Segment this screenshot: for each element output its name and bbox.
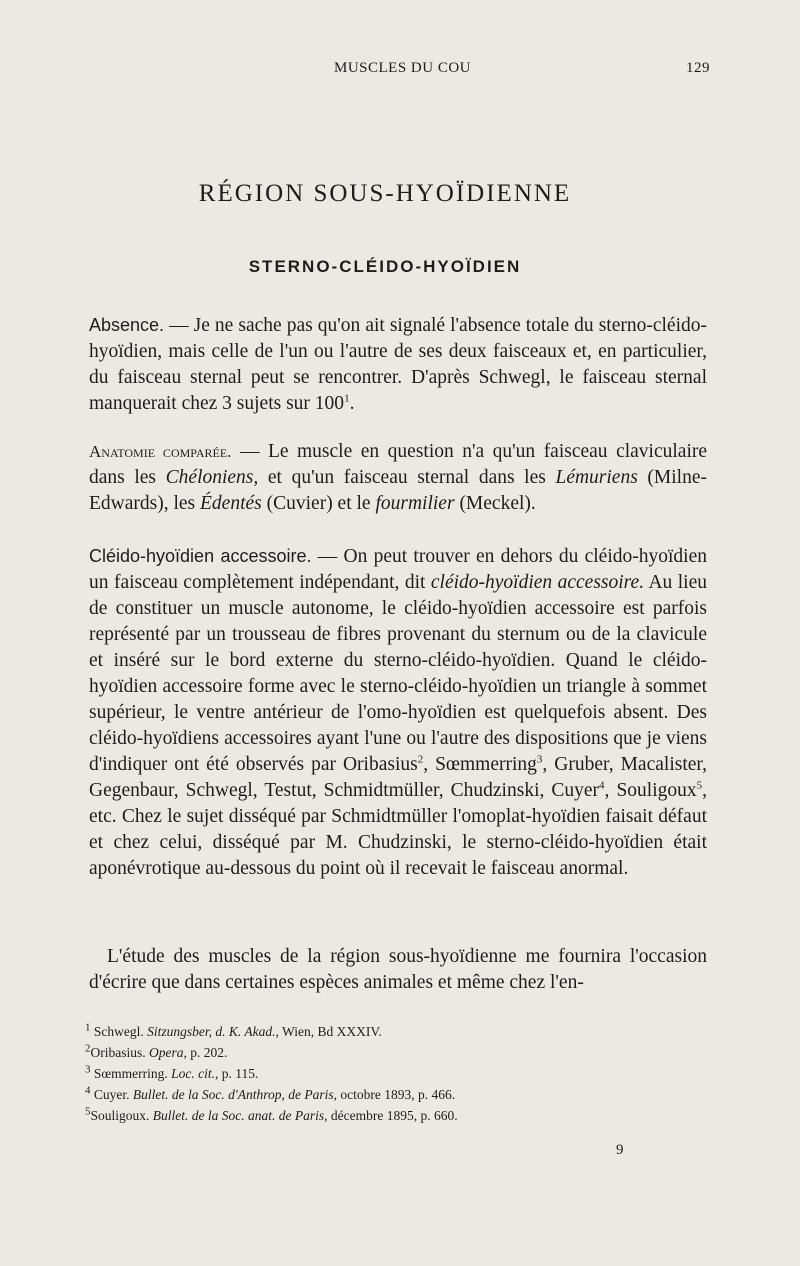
footnote-text: Schwegl. — [93, 1024, 148, 1039]
paragraph-text: et qu'un faisceau sternal dans les — [258, 467, 556, 488]
paragraph-text: Au lieu de constituer un muscle autonome, le cléido-hyoïdien accessoire est parfois représenté par un trousseau de fibres provenant du sternum ou de la clavicule et inséré sur le bord externe du sterno-cléido-hyoïdien. Quand le cléido-hyoïdien accessoire forme avec le sterno-cléido-hyoïdien un triangle à sommet supérieur, le ventre antérieur de l'omo-hyoïdien est quelquefois absent. Des cléido-hyoïdiens accessoires ayant l'une ou l'autre des dispositions que je viens d'indiquer ont été observés par Oribasius — [89, 572, 707, 775]
paragraph-text: L'étude des muscles de la région sous-hyoïdienne me fournira l'occasion d'écrire que dans certaines espèces animales et même chez l'en- — [89, 946, 707, 993]
footnote-ref: 3 — [536, 753, 543, 766]
paragraph-text: . — [349, 393, 355, 414]
page-number: 129 — [686, 60, 710, 76]
footnote-text: Oribasius. — [90, 1045, 149, 1060]
italic-term: Chéloniens, — [165, 467, 259, 488]
footnote-number: 5 — [85, 1105, 91, 1118]
paragraph-text: (Milne-Edwards), les — [89, 467, 707, 514]
footnote-text: Souligoux. — [90, 1108, 153, 1123]
paragraph-text: — Le muscle en question n'a qu'un faisceau claviculaire dans les — [89, 441, 708, 488]
running-head — [95, 60, 710, 82]
paragraph-text: , etc. Chez le sujet disséqué par Schmidtmüller l'omoplat-hyoïdien faisait défaut et chez celui, disséqué par M. Chudzinski, le sterno-cléido-hyoïdien était aponévrotique au-dessous du point où il recevait le faisceau anormal. — [89, 780, 707, 879]
footnote — [85, 1105, 645, 1126]
footnote-number: 1 — [85, 1021, 91, 1034]
footnote-italic: Sitzungsber, d. K. Akad., — [147, 1024, 279, 1039]
footnote-text: Cuyer. — [93, 1087, 133, 1102]
italic-term: Lémuriens — [555, 467, 638, 488]
italic-term: cléido-hyoïdien accessoire. — [430, 572, 645, 593]
paragraph-text: — On peut trouver en dehors du cléido-hyoïdien un faisceau complètement indépendant, dit — [89, 546, 707, 593]
paragraph-cleido-hyoidien-accessoire — [89, 543, 707, 882]
italic-term: fourmilier — [375, 493, 455, 514]
footnote-italic: Opera, — [149, 1045, 187, 1060]
footnote-text: Sœmmerring. — [93, 1066, 172, 1081]
footnote-italic: Loc. cit., — [171, 1066, 219, 1081]
running-title: MUSCLES DU COU — [333, 60, 472, 76]
footnote-ref: 4 — [599, 779, 605, 792]
paragraph-text: , Sœmmerring — [423, 754, 537, 775]
footnote-text: Wien, Bd XXXIV. — [278, 1024, 382, 1039]
paragraph-text: , Souligoux — [604, 780, 697, 801]
paragraph-text: , Gruber, Macalister, Gegenbaur, Schwegl, Testut, Schmidtmüller, Chudzinski, Cuyer — [89, 754, 707, 801]
footnote-ref: 2 — [417, 753, 424, 766]
subsection-title: STERNO-CLÉIDO-HYOÏDIEN — [248, 257, 522, 276]
footnote-number: 4 — [85, 1084, 91, 1097]
paragraph-anatomie-comparee — [89, 439, 707, 517]
footnote-number: 3 — [85, 1063, 91, 1076]
paragraph-etude — [89, 944, 707, 996]
paragraph-lead: Cléido-hyoïdien accessoire. — [89, 546, 312, 566]
footnote-text: p. 202. — [186, 1045, 228, 1060]
paragraph-text: — Je ne sache pas qu'on ait signalé l'absence totale du sterno-cléido-hyoïdien, mais celle de l'un ou l'autre de ses deux faisceaux et, en particulier, du faisceau sternal peut se rencontrer. D'après Schwegl, le faisceau sternal manquerait chez 3 sujets sur 100 — [89, 315, 707, 414]
paragraph-text: (Meckel). — [454, 493, 536, 514]
footnote — [85, 1063, 645, 1084]
paragraph-text: (Cuvier) et le — [261, 493, 376, 514]
section-title: RÉGION SOUS-HYOÏDIENNE — [198, 180, 572, 207]
signature-mark: 9 — [616, 1142, 624, 1158]
footnotes — [85, 1021, 645, 1126]
paragraph-lead: Anatomie comparée. — [89, 442, 232, 461]
footnote-text: décembre 1895, p. 660. — [327, 1108, 458, 1123]
footnote-italic: Bullet. de la Soc. anat. de Paris, — [152, 1108, 328, 1123]
footnote — [85, 1042, 645, 1063]
paragraph-lead: Absence. — [89, 315, 165, 335]
paragraph-absence — [89, 312, 707, 417]
footnote-number: 2 — [85, 1042, 91, 1055]
footnote-text: octobre 1893, p. 466. — [336, 1087, 456, 1102]
italic-term: Édentés — [200, 493, 262, 514]
footnote — [85, 1021, 645, 1042]
footnote-text: p. 115. — [218, 1066, 259, 1081]
footnote-ref: 5 — [696, 779, 703, 792]
footnote — [85, 1084, 645, 1105]
footnote-ref: 1 — [344, 392, 350, 405]
footnote-italic: Bullet. de la Soc. d'Anthrop, de Paris, — [132, 1087, 337, 1102]
